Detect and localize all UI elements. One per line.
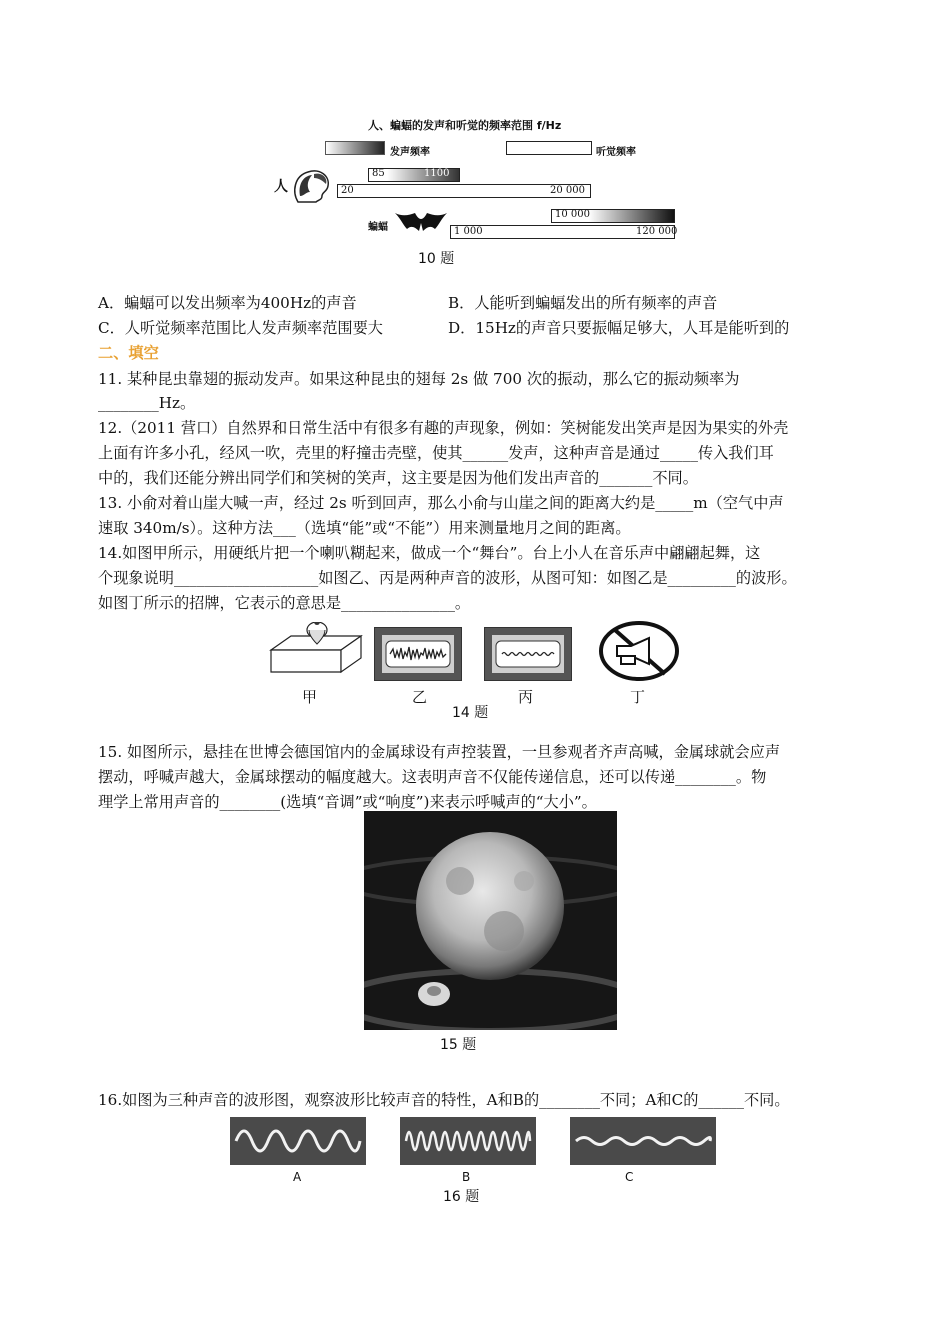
q11-line-1: 11. 某种昆虫靠翅的振动发声。如果这种昆虫的翅每 2s 做 700 次的振动，那么它的振动频率为 bbox=[98, 370, 740, 388]
no-horn-sign-icon bbox=[597, 620, 681, 682]
option-a: A．蝙蝠可以发出频率为400Hz的声音 bbox=[98, 294, 357, 312]
figure-14-label-bing: 丙 bbox=[518, 688, 534, 706]
q13-line-1: 13. 小俞对着山崖大喊一声，经过 2s 听到回声，那么小俞与山崖之间的距离大约是_____m（空气中声 bbox=[98, 494, 784, 512]
figure-14-label-ding: 丁 bbox=[630, 688, 646, 706]
waveform-bing-frame bbox=[484, 627, 572, 681]
waveform-a bbox=[230, 1117, 366, 1165]
section-title: 二、填空 bbox=[98, 344, 159, 362]
option-c: C．人听觉频率范围比人发声频率范围要大 bbox=[98, 319, 383, 337]
waveform-yi-frame bbox=[374, 627, 462, 681]
waveform-c bbox=[570, 1117, 716, 1165]
figure-14-caption: 14 题 bbox=[452, 705, 489, 721]
human-hear-high: 20 000 bbox=[550, 185, 585, 196]
human-hear-low: 20 bbox=[341, 185, 354, 196]
figure-15-caption: 15 题 bbox=[440, 1037, 477, 1053]
bat-hear-high: 120 000 bbox=[636, 226, 678, 237]
figure-14-label-yi: 乙 bbox=[412, 688, 428, 706]
q13-line-2: 速取 340m/s）。这种方法___（选填“能”或“不能”）用来测量地月之间的距离。 bbox=[98, 519, 631, 537]
metal-sphere-photo bbox=[364, 811, 617, 1030]
waveform-a-label: A bbox=[293, 1170, 302, 1184]
legend-emit-swatch bbox=[325, 141, 385, 155]
human-label: 人 bbox=[274, 179, 288, 195]
q12-line-3: 中的，我们还能分辨出同学们和笑树的笑声，这主要是因为他们发出声音的_______不同。 bbox=[98, 469, 698, 487]
q14-line-3: 如图丁所示的招牌，它表示的意思是_______________。 bbox=[98, 594, 471, 612]
human-emit-high: 1100 bbox=[424, 168, 450, 179]
q15-line-1: 15. 如图所示，悬挂在世博会德国馆内的金属球设有声控装置，一旦参观者齐声高喊，金属球就会应声 bbox=[98, 743, 781, 761]
q16-line-1: 16.如图为三种声音的波形图，观察波形比较声音的特性，A和B的________不同；A和C的______不同。 bbox=[98, 1091, 790, 1109]
bat-emit-low: 10 000 bbox=[555, 209, 590, 220]
q15-line-3: 理学上常用声音的________(选填“音调”或“响度”)来表示呼喊声的“大小”。 bbox=[98, 793, 597, 811]
q12-line-2: 上面有许多小孔，经风一吹，壳里的籽撞击壳壁，使其______发声，这种声音是通过_____传入我们耳 bbox=[98, 444, 774, 462]
q14-line-1: 14.如图甲所示，用硬纸片把一个喇叭糊起来，做成一个“舞台”。台上小人在音乐声中翩翩起舞，这 bbox=[98, 544, 761, 562]
human-head-icon bbox=[288, 166, 334, 206]
figure-14-label-jia: 甲 bbox=[302, 688, 318, 706]
legend-hear-swatch bbox=[506, 141, 592, 155]
waveform-b bbox=[400, 1117, 536, 1165]
option-d: D．15Hz的声音只要振幅足够大，人耳是能听到的 bbox=[448, 319, 790, 337]
bat-label: 蝙蝠 bbox=[368, 222, 388, 233]
stage-box-figure bbox=[265, 622, 365, 680]
waveform-c-label: C bbox=[625, 1170, 634, 1184]
q14-line-2: 个现象说明___________________如图乙、丙是两种声音的波形，从图可知：如图乙是_________的波形。 bbox=[98, 569, 797, 587]
waveform-b-label: B bbox=[462, 1170, 471, 1184]
q12-line-1: 12.（2011 营口）自然界和日常生活中有很多有趣的声现象，例如：笑树能发出笑声是因为果实的外壳 bbox=[98, 419, 789, 437]
figure-16-caption: 16 题 bbox=[443, 1189, 480, 1205]
q15-line-2: 摆动，呼喊声越大，金属球摆动的幅度越大。这表明声音不仅能传递信息，还可以传递________。物 bbox=[98, 768, 767, 786]
q11-line-2: ________Hz。 bbox=[98, 394, 196, 412]
bat-hear-low: 1 000 bbox=[454, 226, 483, 237]
figure-10-title: 人、蝙蝠的发声和听觉的频率范围 f/Hz bbox=[368, 119, 562, 132]
legend-emit-label: 发声频率 bbox=[390, 147, 430, 158]
legend-hear-label: 听觉频率 bbox=[596, 147, 636, 158]
option-b: B．人能听到蝙蝠发出的所有频率的声音 bbox=[448, 294, 718, 312]
figure-10-caption: 10 题 bbox=[418, 251, 455, 267]
human-emit-low: 85 bbox=[372, 168, 385, 179]
bat-icon bbox=[393, 205, 449, 237]
